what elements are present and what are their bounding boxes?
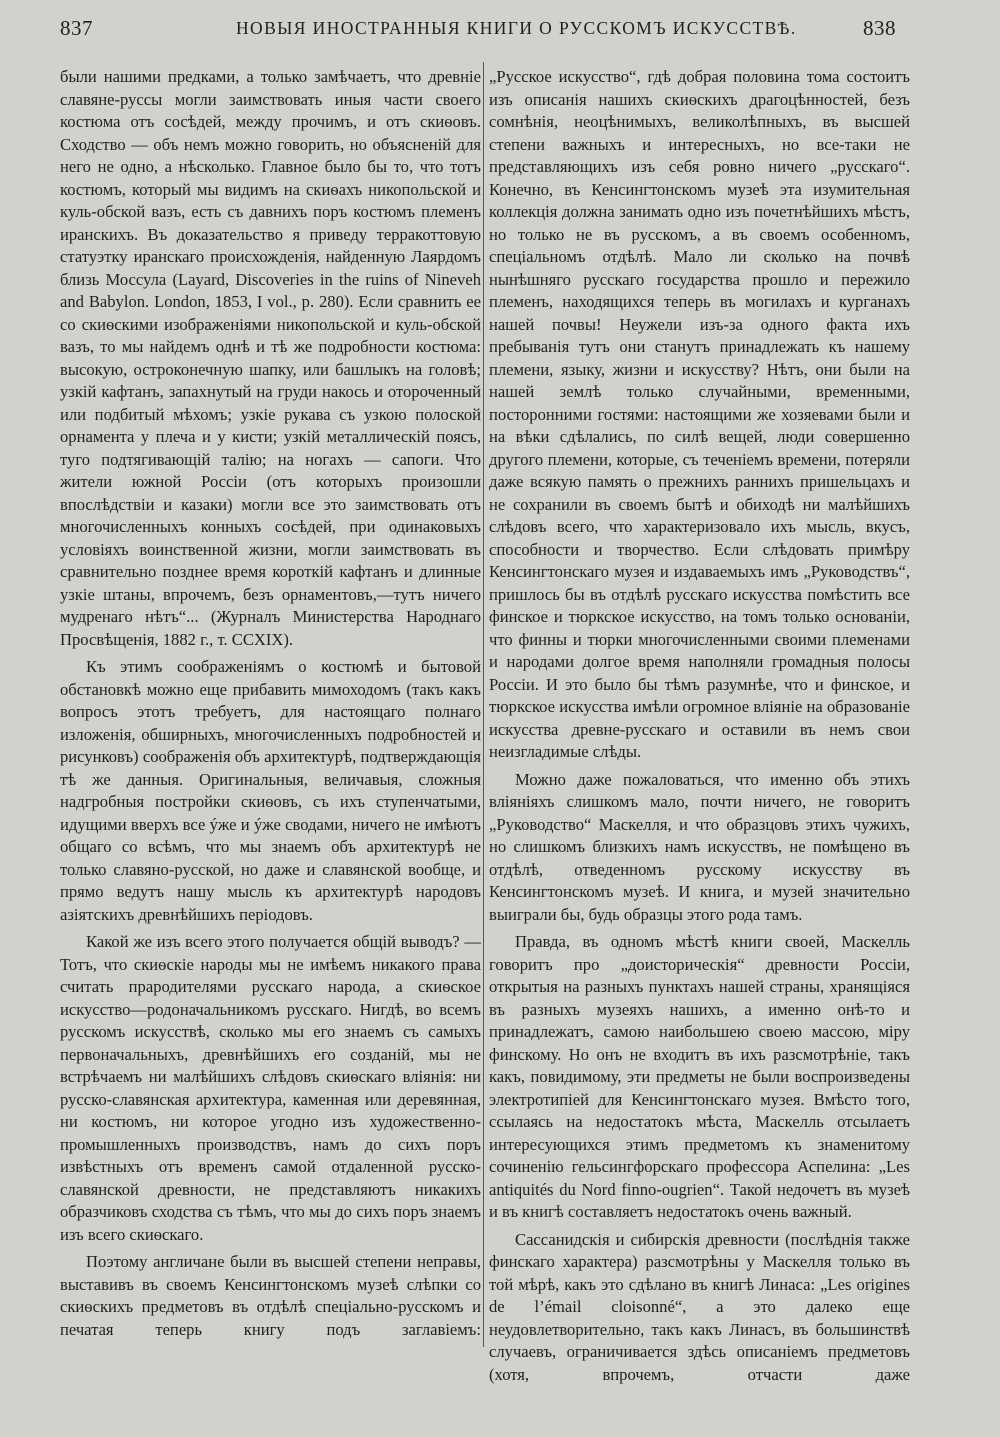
right-paragraph-1: „Русское искусство“, гдѣ добрая половина тома состоитъ изъ описанія нашихъ скиѳскихъ драгоцѣнностей, безъ сомнѣнія, неоцѣнимыхъ, великолѣпныхъ, въ высшей степени важныхъ и интересныхъ, но все-таки не представляющихъ изъ себя ровно ничего „русскаго“. Конечно, въ Кенсингтонскомъ музеѣ эта изумительная коллекція должна занимать одно изъ почетнѣйшихъ мѣстъ, но только не въ русскомъ, а въ своемъ особенномъ, спеціальномъ отдѣлѣ. Мало ли сколько на почвѣ нынѣшняго русскаго государства прошло и пережило племенъ, находящихся теперь въ могилахъ и курганахъ нашей почвы! Неужели изъ-за одного факта ихъ пребыванія тутъ они станутъ принадлежать къ нашему племени, языку, жизни и искусству? Нѣтъ, они были на нашей землѣ только случайными, временными, посторонними гостями: настоящими же хозяевами были и на вѣки сдѣлались, по силѣ вещей, люди совершенно другого племени, которые, съ теченіемъ времени, потеряли даже всякую память о прежнихъ раннихъ пришельцахъ и не сохранили въ своемъ бытѣ и обиходѣ ни малѣйшихъ слѣдовъ всего, что характеризовало ихъ мысль, вкусъ, способности и творчество. Если слѣдовать примѣру Кенсингтонскаго музея и издаваемыхъ имъ „Руководствъ“, пришлось бы въ отдѣлѣ русскаго искусства помѣстить все финское и тюркское искусство, на томъ только основаніи, что финны и тюрки многочисленными своими племенами и народами долгое время наполняли громадныя полосы Россіи. И это было бы тѣмъ разумнѣе, что и финское, и тюркское искусства имѣли огромное вліяніе на образованіе искусства древне-русскаго и оставили въ немъ свои неизгладимые слѣды. <box>489 67 910 761</box>
column-divider <box>483 62 484 1347</box>
left-paragraph-2: Къ этимъ соображеніямъ о костюмѣ и бытовой обстановкѣ можно еще прибавить мимоходомъ (такъ какъ вопросъ этотъ требуетъ, для настоящаго полнаго изложенія, обширныхъ, многочисленныхъ подробностей и рисунковъ) соображенія объ архитектурѣ, подтверждающія тѣ же данныя. Оригинальныя, величавыя, сложныя надгробныя постройки скиѳовъ, съ ихъ ступенчатыми, идущими вверхъ все ýже и ýже сводами, ничего не имѣютъ общаго со всѣмъ, что мы знаемъ объ архитектурѣ не только славяно-русской, но даже и славянской вообще, и прямо ведутъ нашу мысль къ архитектурѣ народовъ азіятскихъ древнѣйшихъ періодовъ. <box>60 657 481 924</box>
left-paragraph-4: Поэтому англичане были въ высшей степени неправы, выставивъ въ своемъ Кенсингтонскомъ музеѣ слѣпки со скиѳскихъ предметовъ въ отдѣлѣ спеціально-русскомъ и печатая теперь книгу подъ заглавіемъ: <box>60 1252 481 1339</box>
left-paragraph-1: были нашими предками, а только замѣчаетъ, что древніе славяне-руссы могли заимствовать иныя части своего костюма отъ сосѣдей, между прочимъ, и отъ скиѳовъ. Сходство — объ немъ можно говорить, но объясненій для него не одно, а нѣсколько. Главное было бы то, что тотъ костюмъ, который мы видимъ на скиѳахъ никопольской и куль-обской вазъ, есть съ давнихъ поръ костюмъ племенъ иранскихъ. Въ доказательство я приведу терракоттовую статуэтку иранскаго происхожденія, найденную Лаярдомъ близь Моссула (Layard, Discoveries in the ruins of Nineveh and Babylon. London, 1853, I vol., p. 280). Если сравнить ее со скиѳскими изображеніями никопольской и куль-обской вазъ, то мы найдемъ однѣ и тѣ же подробности костюма: высокую, остроконечную шапку, или башлыкъ на головѣ; узкій кафтанъ, запахнутый на груди накось и отороченный или подбитый мѣхомъ; узкіе рукава съ узкою полоской орнамента у плеча и у кисти; узкій металлическій поясъ, туго подтягивающій талію; на ногахъ — сапоги. Что жители южной Россіи (отъ которыхъ произошли впослѣдствіи и казаки) могли все это заимствовать отъ многочисленныхъ конныхъ сосѣдей, при одинаковыхъ условіяхъ воинственной жизни, могли заимствовать въ сравнительно позднее время короткій кафтанъ и длинные узкіе штаны, впрочемъ, безъ орнаментовъ,—тутъ ничего мудренаго нѣтъ“... (Журналъ Министерства Народнаго Просвѣщенія, 1882 г., т. CCXIX). <box>60 67 481 649</box>
page-number-left: 837 <box>60 16 93 40</box>
right-paragraph-4: Сассанидскія и сибирскія древности (послѣднія также финскаго характера) разсмотрѣны у Маскелля только въ той мѣрѣ, какъ это сдѣлано въ книгѣ Линаса: „Les origines de l’émail cloisonné“, а это далеко еще неудовлетворительно, такъ какъ Линасъ, въ большинствѣ случаевъ, ограничивается здѣсь описаніемъ предметовъ (хотя, впрочемъ, отчасти даже <box>489 1229 910 1384</box>
left-column <box>60 66 481 1341</box>
right-paragraph-2: Можно даже пожаловаться, что именно объ этихъ вліяніяхъ слишкомъ мало, почти ничего, не говоритъ „Руководство“ Маскелля, и что образцовъ этихъ чужихъ, но слишкомъ близкихъ намъ искусствъ, не помѣщено въ отдѣлѣ, отведенномъ русскому искусству въ Кенсингтонскомъ музеѣ. И книга, и музей значительно выиграли бы, будь образцы этого рода тамъ. <box>489 769 910 924</box>
right-column <box>489 66 910 1386</box>
page-number-right: 838 <box>863 16 896 40</box>
page-header <box>0 14 1000 44</box>
running-title: НОВЫЯ ИНОСТРАННЫЯ КНИГИ О РУССКОМЪ ИСКУССТВѢ. <box>236 18 797 38</box>
left-paragraph-3: Какой же изъ всего этого получается общій выводъ? — Тотъ, что скиѳскіе народы мы не имѣемъ никакого права считать прародителями русскаго народа, а скиѳское искусство—родоначальникомъ русскаго. Нигдѣ, во всемъ русскомъ искусствѣ, сколько мы его знаемъ съ самыхъ первоначальныхъ, древнѣйшихъ его созданій, мы не встрѣчаемъ ни малѣйшихъ слѣдовъ скиѳскаго вліянія: ни русско-славянская архитектура, каменная или деревянная, ни костюмъ, ни которое угодно изъ художественно-промышленныхъ производствъ, намъ до сихъ поръ извѣстныхъ отъ временъ самой отдаленной русско-славянской древности, не представляютъ никакихъ образчиковъ сходства съ тѣмъ, что мы до сихъ поръ знаемъ изъ всего скиѳскаго. <box>60 932 481 1244</box>
right-paragraph-3: Правда, въ одномъ мѣстѣ книги своей, Маскелль говоритъ про „доисторическія“ древности Россіи, открытыя на разныхъ пунктахъ нашей страны, хранящіяся въ разныхъ музеяхъ нашихъ, а именно онѣ-то и принадлежатъ, самою наибольшею своею массою, міру финскому. Но онъ не входитъ въ ихъ разсмотрѣніе, такъ какъ, повидимому, эти предметы не были воспроизведены электротипіей для Кенсингтонскаго музея. Вмѣсто того, ссылаясь на недостатокъ мѣста, Маскелль отсылаетъ интересующихся этимъ предметомъ къ знаменитому сочиненію гельсингфорскаго профессора Аспелина: „Les antiquités du Nord finno-ougrien“. Такой недочетъ въ музеѣ и въ книгѣ составляетъ недостатокъ очень важный. <box>489 932 910 1221</box>
